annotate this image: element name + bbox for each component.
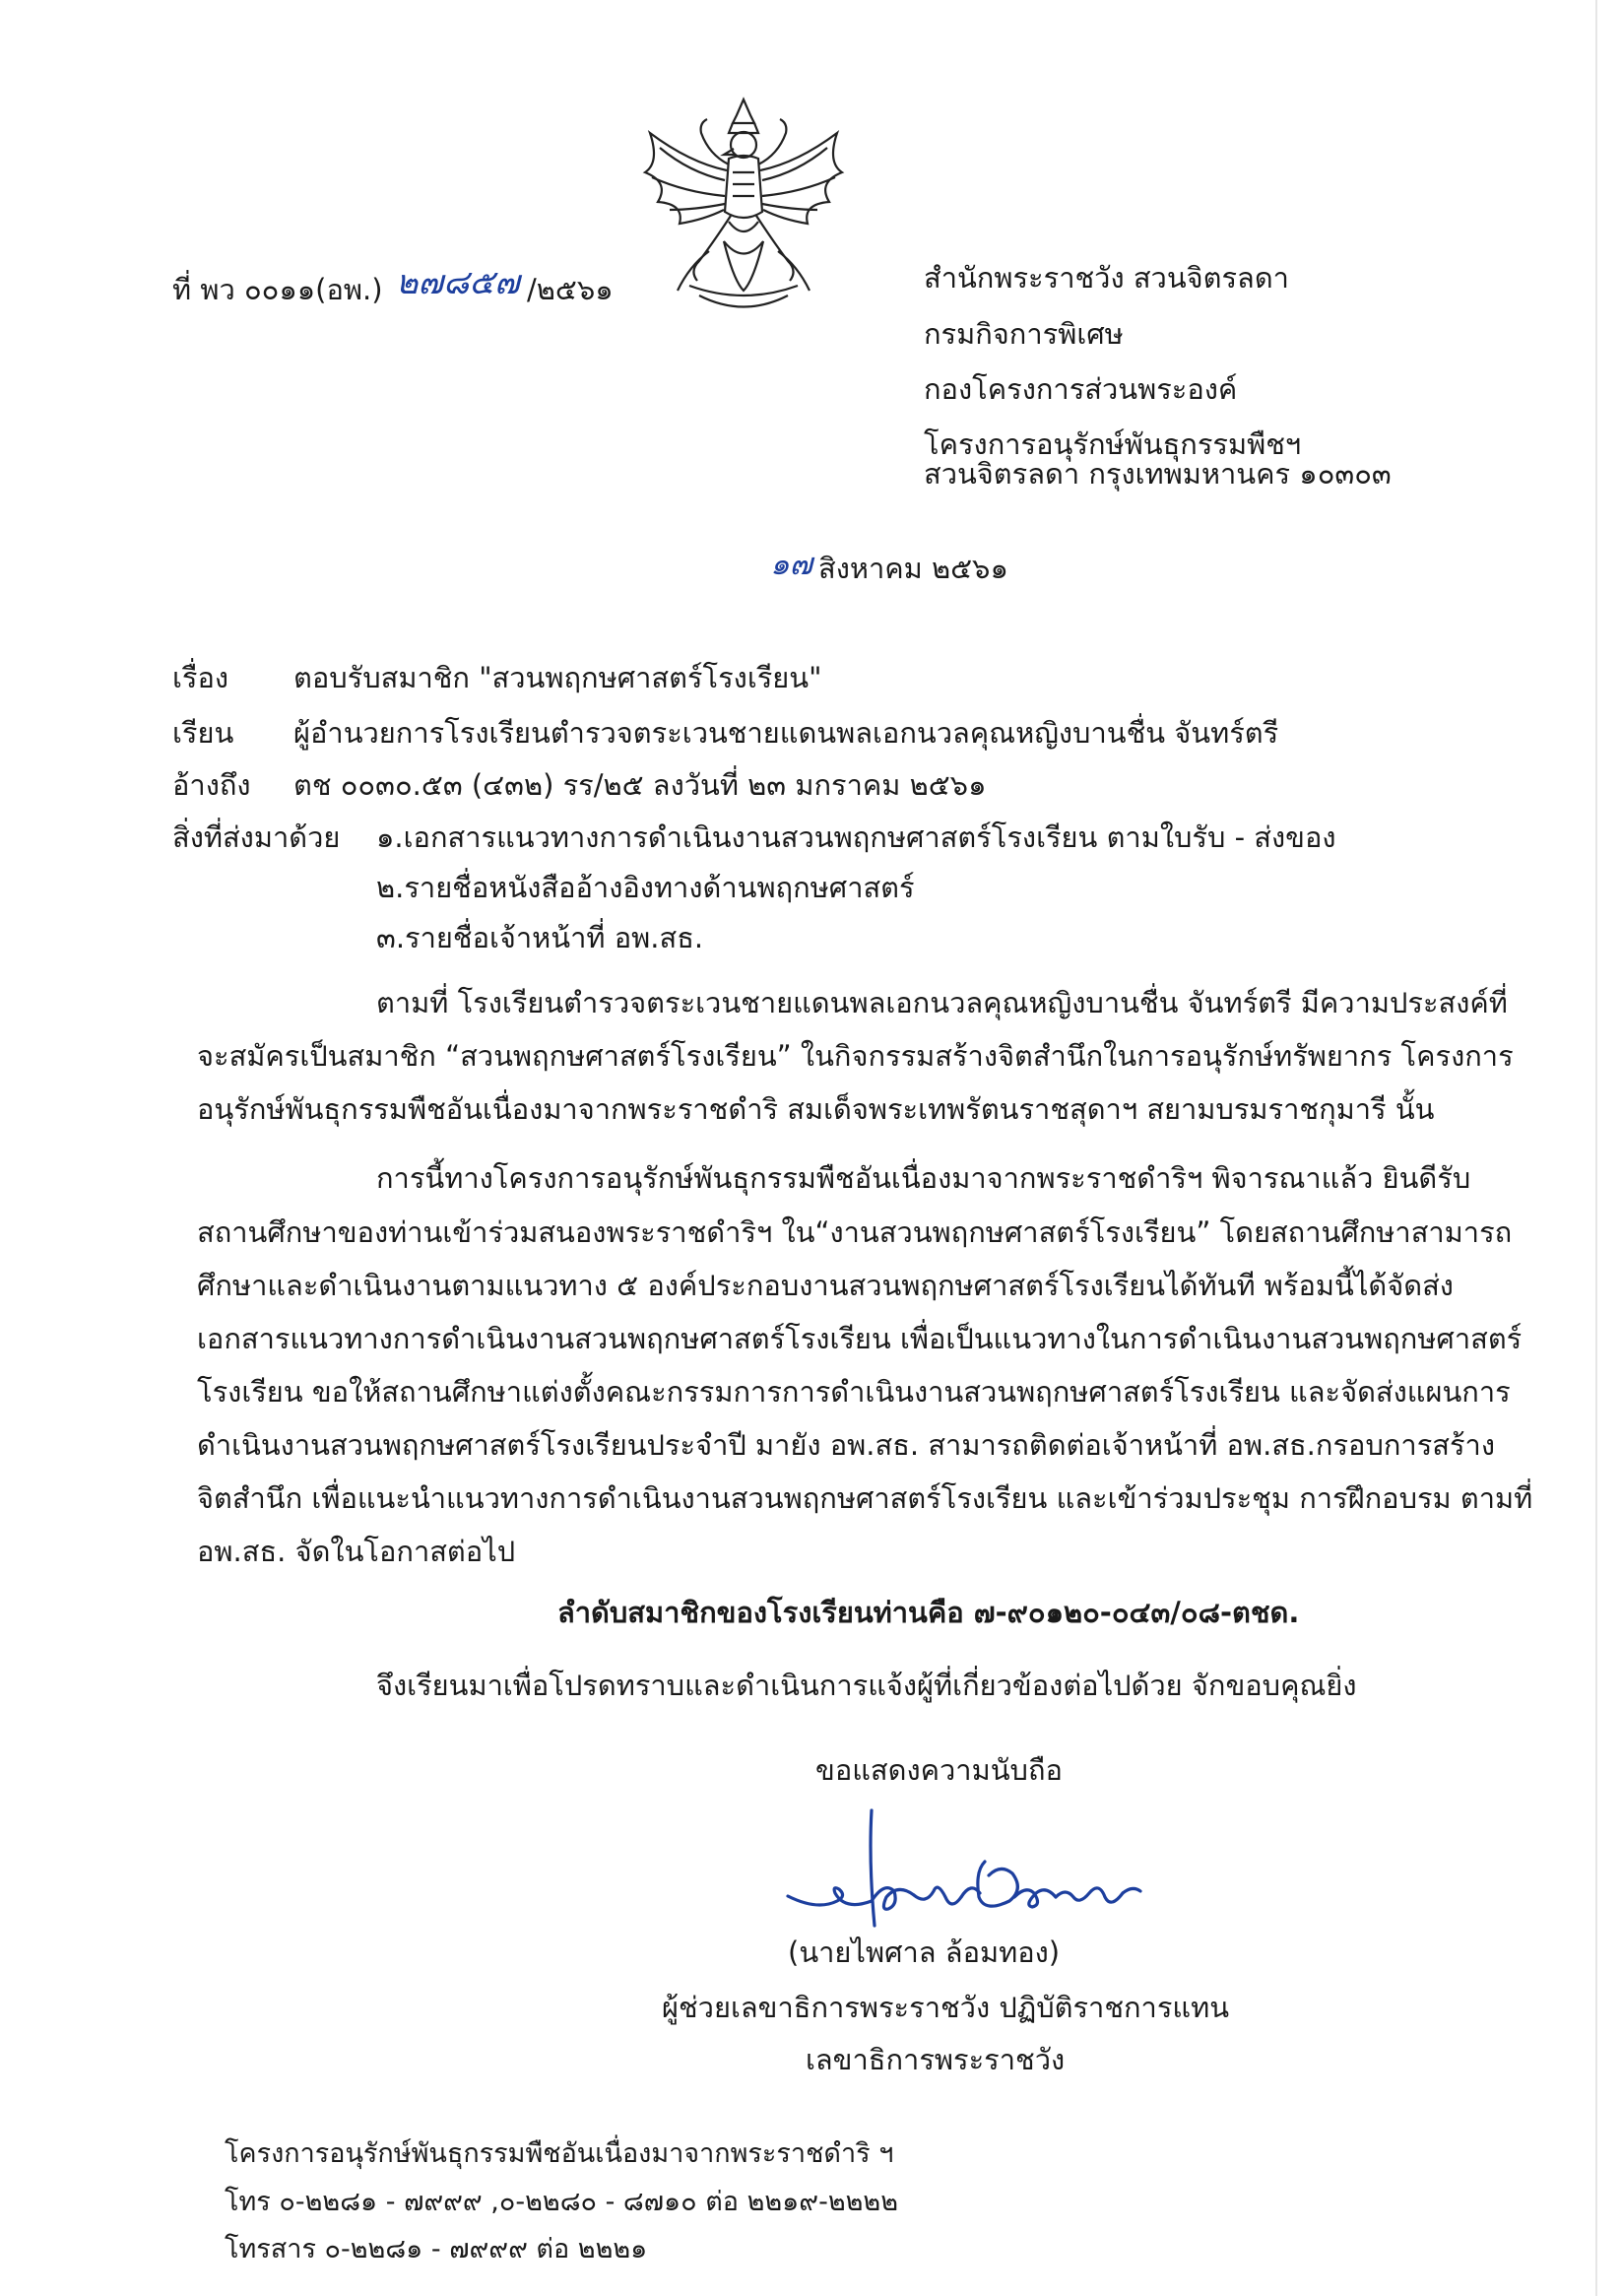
paragraph-line: อนุรักษ์พันธุกรรมพืชอันเนื่องมาจากพระราชดำริ สมเด็จพระเทพรัตนราชสุดาฯ สยามบรมราชกุมารี นั้น bbox=[197, 1092, 1435, 1126]
address-line: สวนจิตรลดา กรุงเทพมหานคร ๑๐๓๐๓ bbox=[924, 457, 1392, 491]
enclosures-label: สิ่งที่ส่งมาด้วย bbox=[172, 820, 341, 854]
paragraph-line: สถานศึกษาของท่านเข้าร่วมสนองพระราชดำริฯ ใน“งานสวนพฤกษศาสตร์โรงเรียน” โดยสถานศึกษาสามารถ bbox=[197, 1215, 1513, 1249]
reference-value: ตช ๐๐๓๐.๕๓ (๔๓๒) รร/๒๕ ลงวันที่ ๒๓ มกราคม ๒๕๖๑ bbox=[293, 768, 987, 802]
enclosure-item: ๑.เอกสารแนวทางการดำเนินงานสวนพฤกษศาสตร์โรงเรียน ตามใบรับ - ส่งของ bbox=[376, 820, 1336, 854]
footer-line: โครงการอนุรักษ์พันธุกรรมพืชอันเนื่องมาจากพระราชดำริ ฯ bbox=[225, 2138, 894, 2169]
address-line: โครงการอนุรักษ์พันธุกรรมพืชฯ bbox=[924, 427, 1302, 461]
paragraph-line: โรงเรียน ขอให้สถานศึกษาแต่งตั้งคณะกรรมการการดำเนินงานสวนพฤกษศาสตร์โรงเรียน และจัดส่งแผนการ bbox=[197, 1375, 1511, 1409]
date-month-year: สิงหาคม ๒๕๖๑ bbox=[818, 552, 1008, 585]
recipient-value: ผู้อำนวยการโรงเรียนตำรวจตระเวนชายแดนพลเอกนวลคุณหญิงบานชื่น จันทร์ตรี bbox=[293, 716, 1279, 750]
reference-prefix: ที่ พว ๐๐๑๑(อพ.) bbox=[172, 273, 383, 306]
address-line: กรมกิจการพิเศษ bbox=[924, 317, 1124, 351]
reference-handwritten-number: ๒๗๘๕๗ bbox=[396, 263, 520, 302]
salutation: ขอแสดงความนับถือ bbox=[815, 1753, 1063, 1787]
signer-title: ผู้ช่วยเลขาธิการพระราชวัง ปฏิบัติราชการแทน bbox=[662, 1991, 1230, 2024]
enclosure-item: ๒.รายชื่อหนังสืออ้างอิงทางด้านพฤกษศาสตร์ bbox=[376, 871, 915, 904]
subject-value: ตอบรับสมาชิก "สวนพฤกษศาสตร์โรงเรียน" bbox=[293, 661, 822, 694]
reference-label: อ้างถึง bbox=[172, 768, 251, 802]
paragraph-line: อพ.สธ. จัดในโอกาสต่อไป bbox=[197, 1535, 516, 1568]
reference-suffix: /๒๕๖๑ bbox=[527, 273, 614, 306]
membership-number-line: ลำดับสมาชิกของโรงเรียนท่านคือ ๗-๙๐๑๒๐-๐๔๓/๐๘-ตชด. bbox=[557, 1596, 1300, 1629]
address-line: สำนักพระราชวัง สวนจิตรลดา bbox=[924, 261, 1289, 295]
garuda-emblem bbox=[630, 94, 857, 325]
paragraph-line: จิตสำนึก เพื่อแนะนำแนวทางการดำเนินงานสวนพฤกษศาสตร์โรงเรียน และเข้าร่วมประชุม การฝึกอบรม ตามที่ bbox=[197, 1481, 1533, 1515]
paragraph-line: ตามที่ โรงเรียนตำรวจตระเวนชายแดนพลเอกนวลคุณหญิงบานชื่น จันทร์ตรี มีความประสงค์ที่ bbox=[376, 986, 1508, 1019]
closing-request: จึงเรียนมาเพื่อโปรดทราบและดำเนินการแจ้งผู้ที่เกี่ยวข้องต่อไปด้วย จักขอบคุณยิ่ง bbox=[376, 1669, 1357, 1702]
footer-line: โทรสาร ๐-๒๒๘๑ - ๗๙๙๙ ต่อ ๒๒๒๑ bbox=[225, 2234, 648, 2264]
page-edge-line bbox=[1595, 0, 1597, 2296]
paragraph-line: การนี้ทางโครงการอนุรักษ์พันธุกรรมพืชอันเนื่องมาจากพระราชดำริฯ พิจารณาแล้ว ยินดีรับ bbox=[376, 1161, 1471, 1195]
footer-line: โทร ๐-๒๒๘๑ - ๗๙๙๙ ,๐-๒๒๘๐ - ๘๗๑๐ ต่อ ๒๒๑๙-๒๒๒๒ bbox=[225, 2187, 899, 2217]
enclosure-item: ๓.รายชื่อเจ้าหน้าที่ อพ.สธ. bbox=[376, 921, 704, 954]
signer-name: (นายไพศาล ล้อมทอง) bbox=[788, 1935, 1061, 1969]
signer-title: เลขาธิการพระราชวัง bbox=[806, 2043, 1066, 2076]
address-line: กองโครงการส่วนพระองค์ bbox=[924, 372, 1238, 406]
paragraph-line: ดำเนินงานสวนพฤกษศาสตร์โรงเรียนประจำปี มายัง อพ.สธ. สามารถติดต่อเจ้าหน้าที่ อพ.สธ.กรอบการสร้าง bbox=[197, 1428, 1495, 1462]
paragraph-line: เอกสารแนวทางการดำเนินงานสวนพฤกษศาสตร์โรงเรียน เพื่อเป็นแนวทางในการดำเนินงานสวนพฤกษศาสตร์ bbox=[197, 1322, 1523, 1355]
paragraph-line: จะสมัครเป็นสมาชิก “สวนพฤกษศาสตร์โรงเรียน” ในกิจกรรมสร้างจิตสำนึกในการอนุรักษ์ทรัพยากร โครงการ bbox=[197, 1039, 1514, 1073]
subject-label: เรื่อง bbox=[172, 661, 229, 694]
recipient-label: เรียน bbox=[172, 716, 234, 750]
paragraph-line: ศึกษาและดำเนินงานตามแนวทาง ๕ องค์ประกอบงานสวนพฤกษศาสตร์โรงเรียนได้ทันที พร้อมนี้ได้จัดส่ง bbox=[197, 1269, 1454, 1302]
date-day-handwritten: ๑๗ bbox=[770, 547, 812, 582]
signature-image bbox=[778, 1803, 1152, 1935]
